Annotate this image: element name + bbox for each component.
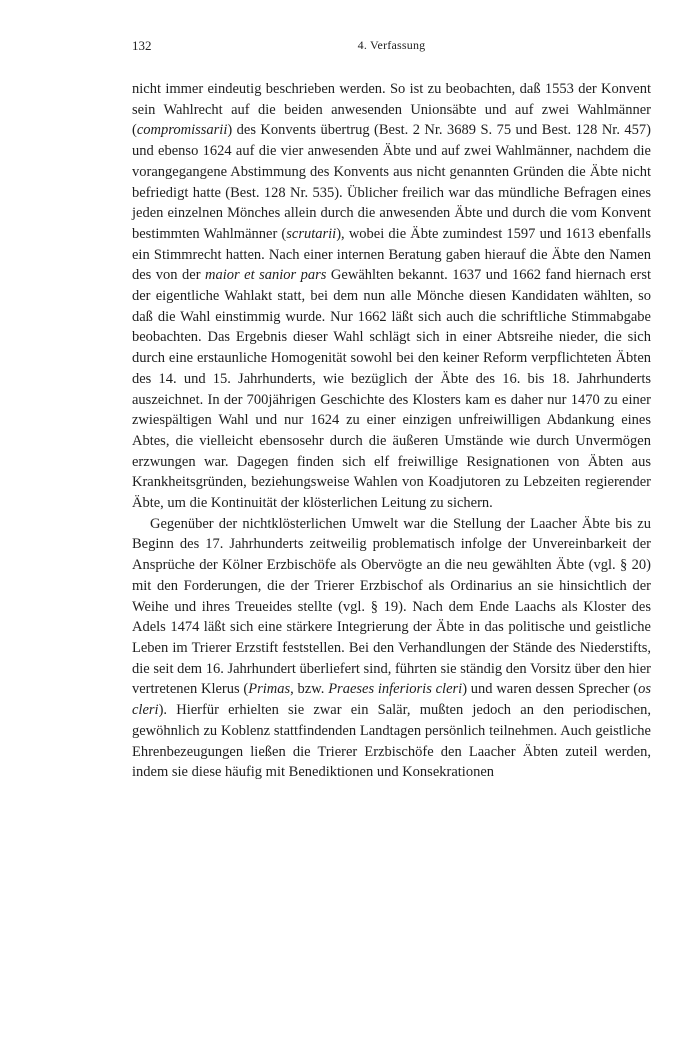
text-run: ), wobei die Äbte zumindest 1597 und 1613 ebenfalls ein Stimmrecht hatten. Nach einer internen Beratung gaben hierauf die Äbte den Namen des von der <box>132 225 651 284</box>
page-number: 132 <box>132 38 152 53</box>
italic-term: compromissarii <box>136 122 228 139</box>
text-run: ) des Konvents übertrug (Best. 2 Nr. 3689 S. 75 und Best. 128 Nr. 457) und ebenso 1624 auf die vier anwesenden Äbte und auf zwei Wahlmänner, nachdem die vorangegangene Abstimmung des Konvents aus nicht genannten Gründen die Äbte nicht befriedigt hatte (Best. 128 Nr. 535). Üblicher freilich war das mündliche Befragen eines jeden einzelnen Mönches allein durch die anwesenden Äbte und durch die vom Konvent bestimmten Wahlmänner ( <box>132 122 651 242</box>
italic-term: scrutarii <box>286 225 337 242</box>
italic-term: Praeses inferioris cleri <box>328 681 463 698</box>
text-run: ). Hierfür erhielten sie zwar ein Salär, mußten jedoch an den periodischen, gewöhnlich zu Koblenz stattfindenden Landtagen persönlich teilnehmen. Auch geistliche Ehrenbezeugungen ließen die Trierer Erzbischöfe den Laacher Äbten zuteil werden, indem sie diese häufig mit Benediktionen und Konsekrationen <box>132 702 651 781</box>
italic-term: maior et sanior pars <box>205 267 327 284</box>
running-head: 4. Verfassung <box>357 38 426 52</box>
italic-term: Primas <box>248 681 291 698</box>
paragraph-2 <box>132 514 651 783</box>
page-header <box>132 38 651 60</box>
book-page <box>132 38 651 783</box>
body-text <box>132 79 651 783</box>
text-run: Gegenüber der nichtklösterlichen Umwelt war die Stellung der Laacher Äbte bis zu Beginn des 17. Jahrhunderts zeitweilig problematisch infolge der Unvereinbarkeit der Ansprüche der Kölner Erzbischöfe als Obervögte an die neu gewählten Äbte (vgl. § 20) mit den Forderungen, die der Trierer Erzbischof als Ordinarius an sie hinsichtlich der Weihe und ihres Treueides stellte (vgl. § 19). Nach dem Ende Laachs als Kloster des Adels 1474 läßt sich eine stärkere Integrierung der Äbte in das politische und geistliche Leben im Trierer Erzstift feststellen. Bei den Verhandlungen der Stände des Niederstifts, die seit dem 16. Jahrhundert überliefert sind, führten sie ständig den Vorsitz über den hier vertretenen Klerus ( <box>132 515 651 698</box>
text-run: ) und waren dessen Sprecher ( <box>462 681 639 698</box>
text-run: Gewählten bekannt. 1637 und 1662 fand hiernach erst der eigentliche Wahlakt statt, bei dem nun alle Mönche diesen Kandidaten wählten, so daß die Wahl einstimmig wurde. Nur 1662 läßt sich auch die schriftliche Stimmabgabe beobachten. Das Ergebnis dieser Wahl schlägt sich in einer Abtsreihe nieder, die sich durch eine erstaunliche Homogenität sowohl bei den keiner Reform verpflichteten Äbten des 14. und 15. Jahrhunderts, wie bezüglich der Äbte des 16. bis 18. Jahrhunderts auszeichnet. In der 700jährigen Geschichte des Klosters kam es daher nur 1470 zu einer zwiespältigen Wahl und nur 1624 zu einer einzigen unfreiwilligen Abdankung eines Abtes, die vielleicht ebensosehr durch die äußeren Umstände wie durch Unvermögen erzwungen war. Dagegen finden sich elf freiwillige Resignationen von Äbten aus Krankheitsgründen, beziehungsweise Wahlen von Koadjutoren zu Lebzeiten regierender Äbte, um die Kontinuität der klösterlichen Leitung zu sichern. <box>132 267 651 512</box>
text-run: , bzw. <box>290 681 329 698</box>
text-run: nicht immer eindeutig beschrieben werden. So ist zu beobachten, daß 1553 der Konvent sein Wahlrecht auf die beiden anwesenden Unionsäbte und auf zwei Wahlmänner ( <box>132 81 651 139</box>
italic-term: os cleri <box>132 681 652 719</box>
paragraph-1 <box>132 79 651 514</box>
